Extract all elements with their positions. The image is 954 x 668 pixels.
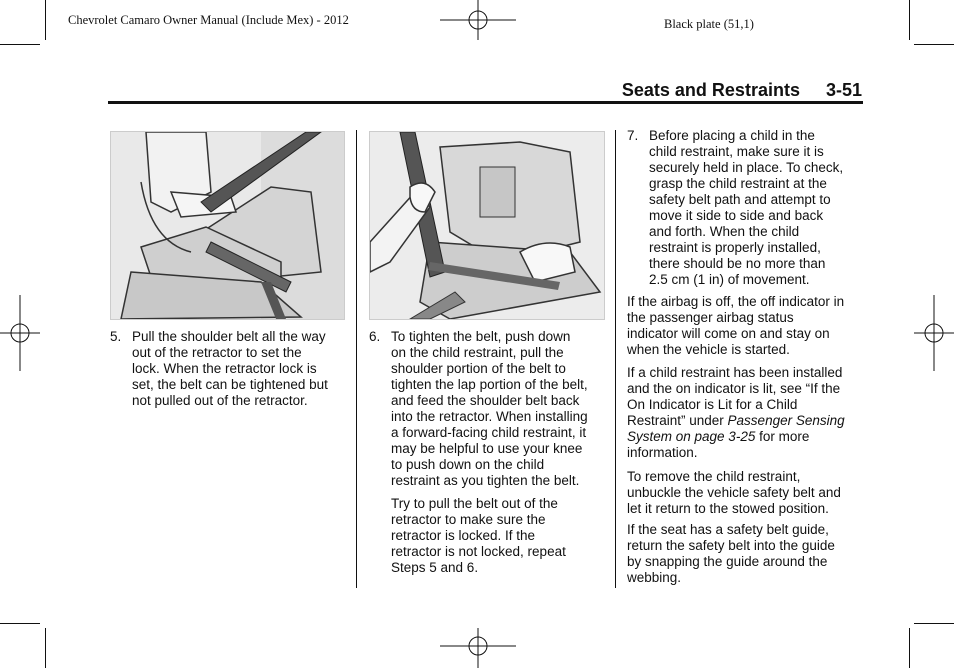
registration-mark-right — [910, 295, 954, 371]
registration-mark-left — [0, 295, 44, 371]
page-number: 3-51 — [825, 80, 862, 100]
text-line: and feed the shoulder belt back — [391, 393, 580, 408]
text-line: If the airbag is off, the off indicator in — [627, 294, 845, 309]
step-6 — [369, 329, 609, 499]
text-line: 2.5 cm (1 in) of movement. — [649, 272, 810, 287]
text-line: unbuckle the vehicle safety belt and — [627, 485, 841, 500]
cross-reference-link[interactable]: System on page 3-25 — [627, 429, 756, 444]
text-line: restraint is properly installed, — [649, 240, 821, 255]
crop-mark — [45, 628, 46, 668]
text-line: safety belt path and attempt to — [649, 192, 831, 207]
illustration-tighten-belt — [369, 131, 605, 320]
crop-mark — [0, 44, 40, 45]
text-line: indicator will come on and stay on — [627, 326, 830, 341]
text-line: If the seat has a safety belt guide, — [627, 522, 829, 537]
text-line: Before placing a child in the — [649, 128, 815, 143]
text-line: and the on indicator is lit, see “If the — [627, 381, 841, 396]
belt-guide-paragraph — [627, 522, 867, 586]
text-line: lock. When the retractor lock is — [132, 361, 317, 376]
text-line: out of the retractor to set the — [132, 345, 302, 360]
text-line: not pulled out of the retractor. — [132, 393, 308, 408]
step-number: 7. — [627, 128, 639, 143]
print-header-title: Chevrolet Camaro Owner Manual (Include Mex) - 2012 — [68, 13, 349, 27]
text-line: return the safety belt into the guide — [627, 538, 835, 553]
text-line: retractor is locked. If the — [391, 528, 536, 543]
crop-mark — [909, 628, 910, 668]
crop-mark — [914, 44, 954, 45]
text-line: child restraint, make sure it is — [649, 144, 824, 159]
airbag-off-paragraph — [627, 294, 867, 358]
airbag-on-paragraph — [627, 365, 867, 461]
step-text — [132, 329, 328, 409]
text-line: To tighten the belt, push down — [391, 329, 571, 344]
print-header-plate: Black plate (51,1) — [664, 17, 754, 31]
section-title: Seats and Restraints — [621, 80, 800, 100]
crop-mark — [909, 0, 910, 40]
text-line: Try to pull the belt out of the — [391, 496, 558, 511]
step-7 — [627, 128, 867, 293]
text-line: and forth. When the child — [649, 224, 800, 239]
crop-mark — [914, 623, 954, 624]
text-line: let it return to the stowed position. — [627, 501, 829, 516]
text-line: Steps 5 and 6. — [391, 560, 479, 575]
text-line: securely held in place. To check, — [649, 160, 844, 175]
remove-restraint-paragraph — [627, 469, 867, 517]
text-line: shoulder portion of the belt to — [391, 361, 566, 376]
crop-mark — [45, 0, 46, 40]
text-line: If a child restraint has been installed — [627, 365, 843, 380]
text-line: may be helpful to use your knee — [391, 441, 583, 456]
text-line: webbing. — [627, 570, 682, 585]
text-line: retractor to make sure the — [391, 512, 546, 527]
step-6-note — [391, 496, 611, 576]
column-divider — [356, 130, 357, 588]
step-5 — [110, 329, 350, 419]
text-line: move it side to side and back — [649, 208, 824, 223]
text-run: for more — [755, 429, 810, 444]
text-line: into the retractor. When installing — [391, 409, 588, 424]
text-line: grasp the child restraint at the — [649, 176, 827, 191]
text-line: there should be no more than — [649, 256, 826, 271]
illustration-shoulder-belt-pull — [110, 131, 345, 320]
heading-rule — [108, 101, 863, 104]
section-heading — [622, 80, 862, 101]
text-run: Restraint” under — [627, 413, 728, 428]
text-line: a forward-facing child restraint, it — [391, 425, 587, 440]
text-line: To remove the child restraint, — [627, 469, 801, 484]
registration-mark-top — [440, 0, 516, 44]
step-text — [649, 128, 843, 288]
text-line: the passenger airbag status — [627, 310, 794, 325]
registration-mark-bottom — [440, 628, 516, 668]
text-line: information. — [627, 445, 698, 460]
text-line: to push down on the child — [391, 457, 545, 472]
text-line: set, the belt can be tightened but — [132, 377, 328, 392]
step-text — [391, 329, 588, 489]
text-line: restraint as you tighten the belt. — [391, 473, 580, 488]
crop-mark — [0, 623, 40, 624]
step-number: 6. — [369, 329, 381, 344]
text-line — [627, 429, 867, 445]
text-line: on the child restraint, pull the — [391, 345, 564, 360]
column-divider — [615, 130, 616, 588]
text-line: when the vehicle is started. — [627, 342, 790, 357]
text-line: On Indicator is Lit for a Child — [627, 397, 798, 412]
cross-reference-link[interactable]: Passenger Sensing — [727, 413, 845, 428]
text-line: tighten the lap portion of the belt, — [391, 377, 588, 392]
step-number: 5. — [110, 329, 122, 344]
text-line — [627, 413, 867, 429]
text-line: by snapping the guide around the — [627, 554, 828, 569]
text-line: retractor is not locked, repeat — [391, 544, 566, 559]
text-line: Pull the shoulder belt all the way — [132, 329, 326, 344]
